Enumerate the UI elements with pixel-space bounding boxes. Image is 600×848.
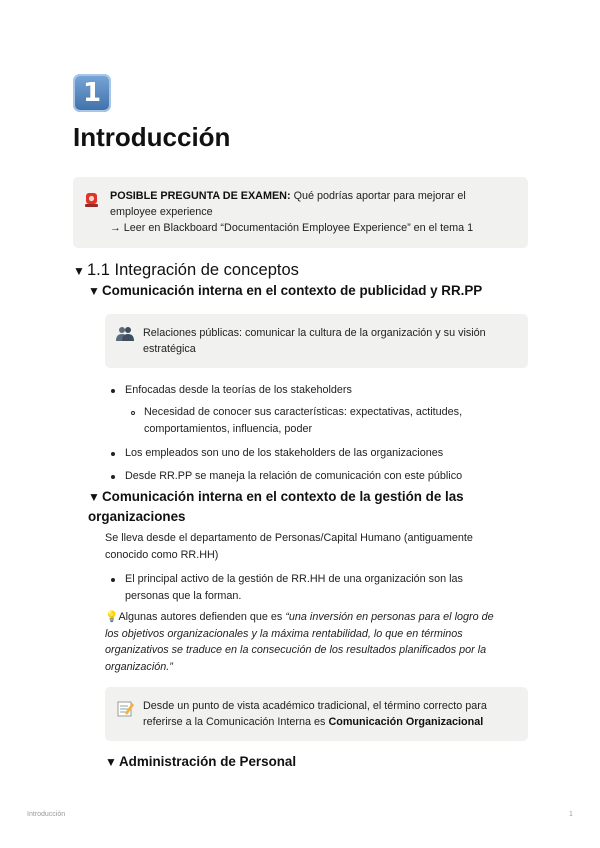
subheading-gestion[interactable]: ▼ Comunicación interna en el contexto de la gestión de las organizaciones <box>88 489 464 524</box>
bullet-marker <box>111 475 115 479</box>
list-item: Enfocadas desde la teorías de los stakeholders <box>125 384 352 396</box>
siren-icon <box>85 192 98 207</box>
toggle-triangle-icon[interactable]: ▼ <box>88 490 100 504</box>
sub-bullet-marker <box>131 411 135 415</box>
bullet-marker <box>111 389 115 393</box>
list-item: El principal activo de la gestión de RR.HH de una organización son las personas que la forman. <box>125 573 463 602</box>
footer-page-number: 1 <box>569 811 573 818</box>
exam-question-callout <box>73 177 528 248</box>
memo-icon <box>117 700 134 717</box>
toggle-triangle-icon[interactable]: ▼ <box>105 755 117 769</box>
list-item: Los empleados son uno de los stakeholders de las organizaciones <box>125 447 444 459</box>
quote-paragraph: 💡Algunas autores defienden que es “una inversión en personas para el logro de los objetivos organizacionales y la máxima rentabilidad, lo que en términos organizativos se traduce en la consecución de los resultados planificados por la organización.” <box>105 611 494 673</box>
callout-bold-label: POSIBLE PREGUNTA DE EXAMEN: <box>110 190 291 202</box>
section-heading[interactable]: ▼ 1.1 Integración de conceptos <box>73 261 299 279</box>
toggle-triangle-icon[interactable]: ▼ <box>73 264 85 278</box>
paragraph: Se lleva desde el departamento de Personas/Capital Humano (antiguamente conocido como RR.HH) <box>105 532 473 561</box>
subheading-publicidad[interactable]: ▼ Comunicación interna en el contexto de publicidad y RR.PP <box>88 281 482 301</box>
callout-text: employee experience <box>110 206 213 218</box>
list-item: Necesidad de conocer sus características: expectativas, actitudes, comportamientos, influencia, poder <box>144 406 463 435</box>
callout-text: Relaciones públicas: comunicar la cultura de la organización y su visión <box>143 327 486 339</box>
footer-title: Introducción <box>27 811 66 818</box>
bullet-marker <box>111 578 115 582</box>
callout-link-text: → Leer en Blackboard “Documentación Employee Experience” en el tema 1 <box>110 222 474 234</box>
list-item: Desde RR.PP se maneja la relación de comunicación con este público <box>125 470 463 482</box>
rrpp-callout <box>105 314 528 368</box>
callout-text: Desde un punto de vista académico tradicional, el término correcto para <box>143 700 487 712</box>
callout-text: referirse a la Comunicación Interna es <box>143 716 329 728</box>
page-title: Introducción <box>73 122 231 152</box>
callout-text: estratégica <box>143 343 196 355</box>
academic-callout <box>105 687 528 741</box>
callout-bold-term: Comunicación Organizacional <box>328 716 484 728</box>
bullet-marker <box>111 452 115 456</box>
callout-text: Qué podrías aportar para mejorar el <box>290 190 466 202</box>
toggle-triangle-icon[interactable]: ▼ <box>88 284 100 298</box>
subheading-administracion[interactable]: ▼ Administración de Personal <box>105 752 296 772</box>
people-icon <box>116 326 134 342</box>
page-number-icon: 1 <box>73 74 111 112</box>
